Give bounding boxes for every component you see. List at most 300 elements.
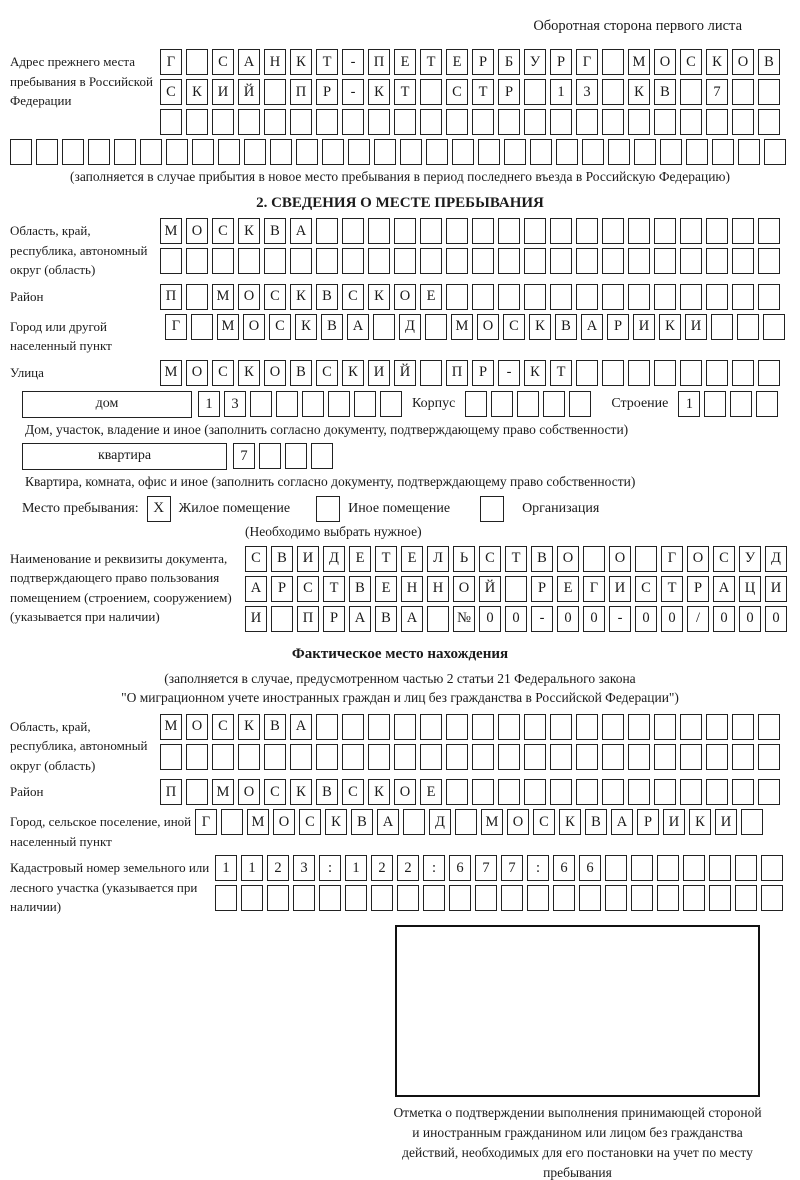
char-cell[interactable]: С	[316, 360, 338, 386]
char-cell[interactable]	[524, 248, 546, 274]
char-cell[interactable]: К	[238, 218, 260, 244]
char-cell[interactable]: Г	[661, 546, 683, 572]
char-cell[interactable]	[472, 744, 494, 770]
char-cell[interactable]	[403, 809, 425, 835]
char-cell[interactable]: 2	[371, 855, 393, 881]
char-cell[interactable]: О	[186, 714, 208, 740]
char-cell[interactable]	[221, 809, 243, 835]
char-cell[interactable]	[735, 855, 757, 881]
char-cell[interactable]	[215, 885, 237, 911]
char-cell[interactable]: И	[765, 576, 787, 602]
char-cell[interactable]	[160, 109, 182, 135]
char-cell[interactable]: К	[628, 79, 650, 105]
char-cell[interactable]: В	[351, 809, 373, 835]
char-cell[interactable]	[631, 885, 653, 911]
char-cell[interactable]: О	[507, 809, 529, 835]
char-cell[interactable]: 1	[215, 855, 237, 881]
char-cell[interactable]	[276, 391, 298, 417]
char-cell[interactable]	[293, 885, 315, 911]
char-cell[interactable]	[290, 744, 312, 770]
char-cell[interactable]: К	[186, 79, 208, 105]
char-cell[interactable]: К	[238, 714, 260, 740]
char-cell[interactable]: О	[477, 314, 499, 340]
char-cell[interactable]	[608, 139, 630, 165]
char-cell[interactable]: В	[349, 576, 371, 602]
char-cell[interactable]: С	[264, 779, 286, 805]
char-cell[interactable]: Т	[323, 576, 345, 602]
char-cell[interactable]: Н	[427, 576, 449, 602]
char-cell[interactable]: В	[375, 606, 397, 632]
char-cell[interactable]: С	[635, 576, 657, 602]
char-cell[interactable]: Т	[472, 79, 494, 105]
char-cell[interactable]	[706, 284, 728, 310]
char-cell[interactable]: К	[368, 779, 390, 805]
char-cell[interactable]	[628, 744, 650, 770]
char-cell[interactable]: С	[160, 79, 182, 105]
char-cell[interactable]: К	[529, 314, 551, 340]
char-cell[interactable]: Н	[401, 576, 423, 602]
char-cell[interactable]	[660, 139, 682, 165]
char-cell[interactable]: М	[247, 809, 269, 835]
char-cell[interactable]: 2	[397, 855, 419, 881]
char-cell[interactable]: В	[264, 714, 286, 740]
char-cell[interactable]	[657, 885, 679, 911]
char-cell[interactable]	[446, 109, 468, 135]
char-cell[interactable]: С	[479, 546, 501, 572]
char-cell[interactable]: К	[290, 284, 312, 310]
char-cell[interactable]	[420, 109, 442, 135]
char-cell[interactable]: 2	[267, 855, 289, 881]
char-cell[interactable]: Н	[264, 49, 286, 75]
char-cell[interactable]: 1	[241, 855, 263, 881]
char-cell[interactable]: С	[446, 79, 468, 105]
char-cell[interactable]	[686, 139, 708, 165]
char-cell[interactable]	[472, 248, 494, 274]
char-cell[interactable]: К	[524, 360, 546, 386]
char-cell[interactable]	[36, 139, 58, 165]
char-cell[interactable]: С	[212, 360, 234, 386]
char-cell[interactable]: Д	[765, 546, 787, 572]
char-cell[interactable]: 1	[678, 391, 700, 417]
char-cell[interactable]	[706, 109, 728, 135]
char-cell[interactable]	[709, 885, 731, 911]
char-cell[interactable]: К	[559, 809, 581, 835]
char-cell[interactable]: 1	[345, 855, 367, 881]
char-cell[interactable]	[328, 391, 350, 417]
char-cell[interactable]: О	[186, 360, 208, 386]
char-cell[interactable]: М	[481, 809, 503, 835]
char-cell[interactable]: М	[451, 314, 473, 340]
char-cell[interactable]	[706, 714, 728, 740]
char-cell[interactable]	[244, 139, 266, 165]
char-cell[interactable]	[425, 314, 447, 340]
char-cell[interactable]	[758, 248, 780, 274]
char-cell[interactable]	[491, 391, 513, 417]
char-cell[interactable]	[761, 885, 783, 911]
char-cell[interactable]: А	[290, 218, 312, 244]
char-cell[interactable]: Т	[505, 546, 527, 572]
char-cell[interactable]	[498, 109, 520, 135]
char-cell[interactable]	[732, 79, 754, 105]
char-cell[interactable]	[635, 546, 657, 572]
char-cell[interactable]: М	[212, 779, 234, 805]
char-cell[interactable]	[472, 109, 494, 135]
char-cell[interactable]: 1	[198, 391, 220, 417]
char-cell[interactable]: В	[531, 546, 553, 572]
char-cell[interactable]	[756, 391, 778, 417]
char-cell[interactable]: 1	[550, 79, 572, 105]
char-cell[interactable]	[576, 744, 598, 770]
char-cell[interactable]	[290, 248, 312, 274]
char-cell[interactable]	[374, 139, 396, 165]
char-cell[interactable]	[602, 79, 624, 105]
char-cell[interactable]: Е	[375, 576, 397, 602]
char-cell[interactable]: Д	[323, 546, 345, 572]
char-cell[interactable]: И	[297, 546, 319, 572]
char-cell[interactable]: К	[689, 809, 711, 835]
char-cell[interactable]: К	[659, 314, 681, 340]
char-cell[interactable]	[569, 391, 591, 417]
char-cell[interactable]: Р	[316, 79, 338, 105]
char-cell[interactable]	[394, 744, 416, 770]
char-cell[interactable]: И	[715, 809, 737, 835]
char-cell[interactable]	[680, 744, 702, 770]
char-cell[interactable]	[550, 248, 572, 274]
house-type-box[interactable]: дом	[22, 391, 192, 418]
char-cell[interactable]	[711, 314, 733, 340]
char-cell[interactable]	[498, 218, 520, 244]
char-cell[interactable]	[368, 714, 390, 740]
char-cell[interactable]	[704, 391, 726, 417]
char-cell[interactable]: 7	[475, 855, 497, 881]
char-cell[interactable]	[680, 109, 702, 135]
char-cell[interactable]	[730, 391, 752, 417]
char-cell[interactable]	[186, 248, 208, 274]
char-cell[interactable]	[446, 779, 468, 805]
char-cell[interactable]	[498, 779, 520, 805]
char-cell[interactable]: Ь	[453, 546, 475, 572]
char-cell[interactable]	[628, 360, 650, 386]
char-cell[interactable]	[452, 139, 474, 165]
char-cell[interactable]	[553, 885, 575, 911]
char-cell[interactable]: О	[557, 546, 579, 572]
char-cell[interactable]	[472, 779, 494, 805]
char-cell[interactable]	[712, 139, 734, 165]
char-cell[interactable]	[524, 218, 546, 244]
char-cell[interactable]	[271, 606, 293, 632]
char-cell[interactable]	[764, 139, 786, 165]
char-cell[interactable]	[602, 744, 624, 770]
char-cell[interactable]	[114, 139, 136, 165]
char-cell[interactable]: Е	[349, 546, 371, 572]
char-cell[interactable]	[380, 391, 402, 417]
char-cell[interactable]	[342, 109, 364, 135]
char-cell[interactable]	[423, 885, 445, 911]
char-cell[interactable]	[62, 139, 84, 165]
char-cell[interactable]	[160, 744, 182, 770]
char-cell[interactable]	[543, 391, 565, 417]
char-cell[interactable]	[498, 744, 520, 770]
char-cell[interactable]	[264, 109, 286, 135]
char-cell[interactable]	[259, 443, 281, 469]
char-cell[interactable]	[732, 714, 754, 740]
char-cell[interactable]: 0	[479, 606, 501, 632]
char-cell[interactable]	[550, 779, 572, 805]
char-cell[interactable]: 0	[635, 606, 657, 632]
char-cell[interactable]	[524, 79, 546, 105]
char-cell[interactable]	[373, 314, 395, 340]
char-cell[interactable]: Е	[420, 284, 442, 310]
char-cell[interactable]: В	[758, 49, 780, 75]
char-cell[interactable]	[186, 49, 208, 75]
char-cell[interactable]	[397, 885, 419, 911]
char-cell[interactable]	[446, 284, 468, 310]
char-cell[interactable]	[238, 744, 260, 770]
char-cell[interactable]	[706, 744, 728, 770]
char-cell[interactable]	[342, 714, 364, 740]
char-cell[interactable]: К	[706, 49, 728, 75]
char-cell[interactable]	[628, 248, 650, 274]
char-cell[interactable]	[602, 714, 624, 740]
char-cell[interactable]	[654, 109, 676, 135]
char-cell[interactable]	[342, 744, 364, 770]
char-cell[interactable]	[368, 248, 390, 274]
char-cell[interactable]	[296, 139, 318, 165]
char-cell[interactable]	[354, 391, 376, 417]
char-cell[interactable]	[446, 714, 468, 740]
char-cell[interactable]: Г	[160, 49, 182, 75]
char-cell[interactable]: И	[609, 576, 631, 602]
char-cell[interactable]	[602, 218, 624, 244]
char-cell[interactable]: Т	[420, 49, 442, 75]
char-cell[interactable]: П	[297, 606, 319, 632]
char-cell[interactable]: 0	[505, 606, 527, 632]
char-cell[interactable]	[517, 391, 539, 417]
char-cell[interactable]: Р	[531, 576, 553, 602]
char-cell[interactable]	[556, 139, 578, 165]
char-cell[interactable]: 6	[449, 855, 471, 881]
char-cell[interactable]	[605, 885, 627, 911]
char-cell[interactable]	[680, 248, 702, 274]
char-cell[interactable]	[472, 218, 494, 244]
char-cell[interactable]	[732, 218, 754, 244]
char-cell[interactable]	[342, 248, 364, 274]
char-cell[interactable]: 0	[661, 606, 683, 632]
char-cell[interactable]	[498, 284, 520, 310]
char-cell[interactable]	[758, 79, 780, 105]
char-cell[interactable]	[140, 139, 162, 165]
char-cell[interactable]: 6	[579, 855, 601, 881]
char-cell[interactable]	[628, 714, 650, 740]
char-cell[interactable]	[160, 248, 182, 274]
char-cell[interactable]	[238, 109, 260, 135]
char-cell[interactable]	[741, 809, 763, 835]
char-cell[interactable]: -	[531, 606, 553, 632]
char-cell[interactable]: :	[423, 855, 445, 881]
char-cell[interactable]	[605, 855, 627, 881]
char-cell[interactable]: П	[290, 79, 312, 105]
char-cell[interactable]: Е	[394, 49, 416, 75]
char-cell[interactable]: О	[238, 284, 260, 310]
char-cell[interactable]	[576, 360, 598, 386]
char-cell[interactable]	[631, 855, 653, 881]
char-cell[interactable]	[465, 391, 487, 417]
char-cell[interactable]: Й	[479, 576, 501, 602]
char-cell[interactable]: О	[654, 49, 676, 75]
char-cell[interactable]	[706, 779, 728, 805]
char-cell[interactable]	[680, 360, 702, 386]
char-cell[interactable]	[241, 885, 263, 911]
char-cell[interactable]	[449, 885, 471, 911]
char-cell[interactable]: В	[585, 809, 607, 835]
char-cell[interactable]: Т	[550, 360, 572, 386]
apartment-type-box[interactable]: квартира	[22, 443, 227, 470]
char-cell[interactable]	[576, 284, 598, 310]
char-cell[interactable]: 0	[557, 606, 579, 632]
char-cell[interactable]: Е	[557, 576, 579, 602]
char-cell[interactable]	[270, 139, 292, 165]
char-cell[interactable]	[530, 139, 552, 165]
char-cell[interactable]: 6	[553, 855, 575, 881]
char-cell[interactable]	[316, 714, 338, 740]
char-cell[interactable]: О	[273, 809, 295, 835]
char-cell[interactable]: Б	[498, 49, 520, 75]
char-cell[interactable]: О	[238, 779, 260, 805]
char-cell[interactable]: С	[212, 49, 234, 75]
char-cell[interactable]	[420, 744, 442, 770]
char-cell[interactable]	[654, 744, 676, 770]
char-cell[interactable]: 3	[224, 391, 246, 417]
char-cell[interactable]: К	[295, 314, 317, 340]
char-cell[interactable]	[654, 218, 676, 244]
char-cell[interactable]	[758, 109, 780, 135]
char-cell[interactable]: В	[316, 779, 338, 805]
char-cell[interactable]: У	[524, 49, 546, 75]
char-cell[interactable]: С	[212, 218, 234, 244]
char-cell[interactable]	[732, 284, 754, 310]
char-cell[interactable]: К	[290, 49, 312, 75]
char-cell[interactable]	[264, 248, 286, 274]
char-cell[interactable]	[732, 744, 754, 770]
char-cell[interactable]	[498, 248, 520, 274]
char-cell[interactable]: Р	[637, 809, 659, 835]
char-cell[interactable]	[654, 284, 676, 310]
char-cell[interactable]: П	[446, 360, 468, 386]
checkbox-organizaciya[interactable]	[480, 496, 504, 522]
char-cell[interactable]: Т	[316, 49, 338, 75]
char-cell[interactable]	[342, 218, 364, 244]
char-cell[interactable]: Г	[165, 314, 187, 340]
char-cell[interactable]: 0	[583, 606, 605, 632]
char-cell[interactable]: С	[245, 546, 267, 572]
char-cell[interactable]: Р	[687, 576, 709, 602]
char-cell[interactable]	[761, 855, 783, 881]
char-cell[interactable]	[186, 284, 208, 310]
char-cell[interactable]	[680, 79, 702, 105]
char-cell[interactable]: С	[533, 809, 555, 835]
char-cell[interactable]	[758, 714, 780, 740]
char-cell[interactable]	[683, 855, 705, 881]
char-cell[interactable]: М	[160, 218, 182, 244]
char-cell[interactable]	[186, 779, 208, 805]
char-cell[interactable]	[186, 109, 208, 135]
char-cell[interactable]	[738, 139, 760, 165]
char-cell[interactable]: О	[243, 314, 265, 340]
char-cell[interactable]	[524, 109, 546, 135]
char-cell[interactable]: И	[663, 809, 685, 835]
char-cell[interactable]: О	[732, 49, 754, 75]
char-cell[interactable]	[316, 109, 338, 135]
char-cell[interactable]: Р	[271, 576, 293, 602]
char-cell[interactable]: Г	[195, 809, 217, 835]
char-cell[interactable]: В	[321, 314, 343, 340]
char-cell[interactable]: /	[687, 606, 709, 632]
char-cell[interactable]	[250, 391, 272, 417]
char-cell[interactable]	[472, 284, 494, 310]
char-cell[interactable]	[302, 391, 324, 417]
char-cell[interactable]: О	[687, 546, 709, 572]
char-cell[interactable]	[264, 744, 286, 770]
char-cell[interactable]	[680, 714, 702, 740]
char-cell[interactable]	[420, 79, 442, 105]
char-cell[interactable]	[446, 248, 468, 274]
char-cell[interactable]	[501, 885, 523, 911]
char-cell[interactable]	[628, 284, 650, 310]
char-cell[interactable]	[394, 248, 416, 274]
char-cell[interactable]	[732, 248, 754, 274]
char-cell[interactable]: О	[264, 360, 286, 386]
char-cell[interactable]: 7	[233, 443, 255, 469]
char-cell[interactable]	[602, 248, 624, 274]
char-cell[interactable]	[550, 109, 572, 135]
char-cell[interactable]	[345, 885, 367, 911]
char-cell[interactable]: С	[342, 284, 364, 310]
char-cell[interactable]: О	[186, 218, 208, 244]
char-cell[interactable]	[524, 744, 546, 770]
char-cell[interactable]: 0	[739, 606, 761, 632]
char-cell[interactable]: В	[555, 314, 577, 340]
char-cell[interactable]: Й	[394, 360, 416, 386]
char-cell[interactable]: Ц	[739, 576, 761, 602]
char-cell[interactable]	[602, 360, 624, 386]
char-cell[interactable]	[576, 248, 598, 274]
char-cell[interactable]	[706, 218, 728, 244]
char-cell[interactable]: -	[498, 360, 520, 386]
char-cell[interactable]	[732, 779, 754, 805]
char-cell[interactable]	[192, 139, 214, 165]
char-cell[interactable]	[602, 109, 624, 135]
char-cell[interactable]: И	[245, 606, 267, 632]
char-cell[interactable]: В	[271, 546, 293, 572]
char-cell[interactable]: Д	[399, 314, 421, 340]
char-cell[interactable]	[212, 248, 234, 274]
char-cell[interactable]	[628, 218, 650, 244]
char-cell[interactable]	[758, 218, 780, 244]
char-cell[interactable]	[680, 284, 702, 310]
char-cell[interactable]: Е	[401, 546, 423, 572]
char-cell[interactable]: П	[160, 284, 182, 310]
char-cell[interactable]: Р	[550, 49, 572, 75]
char-cell[interactable]	[10, 139, 32, 165]
char-cell[interactable]: А	[713, 576, 735, 602]
char-cell[interactable]: С	[269, 314, 291, 340]
char-cell[interactable]: К	[238, 360, 260, 386]
char-cell[interactable]	[420, 360, 442, 386]
char-cell[interactable]	[583, 546, 605, 572]
char-cell[interactable]	[550, 218, 572, 244]
char-cell[interactable]	[654, 714, 676, 740]
char-cell[interactable]: К	[325, 809, 347, 835]
